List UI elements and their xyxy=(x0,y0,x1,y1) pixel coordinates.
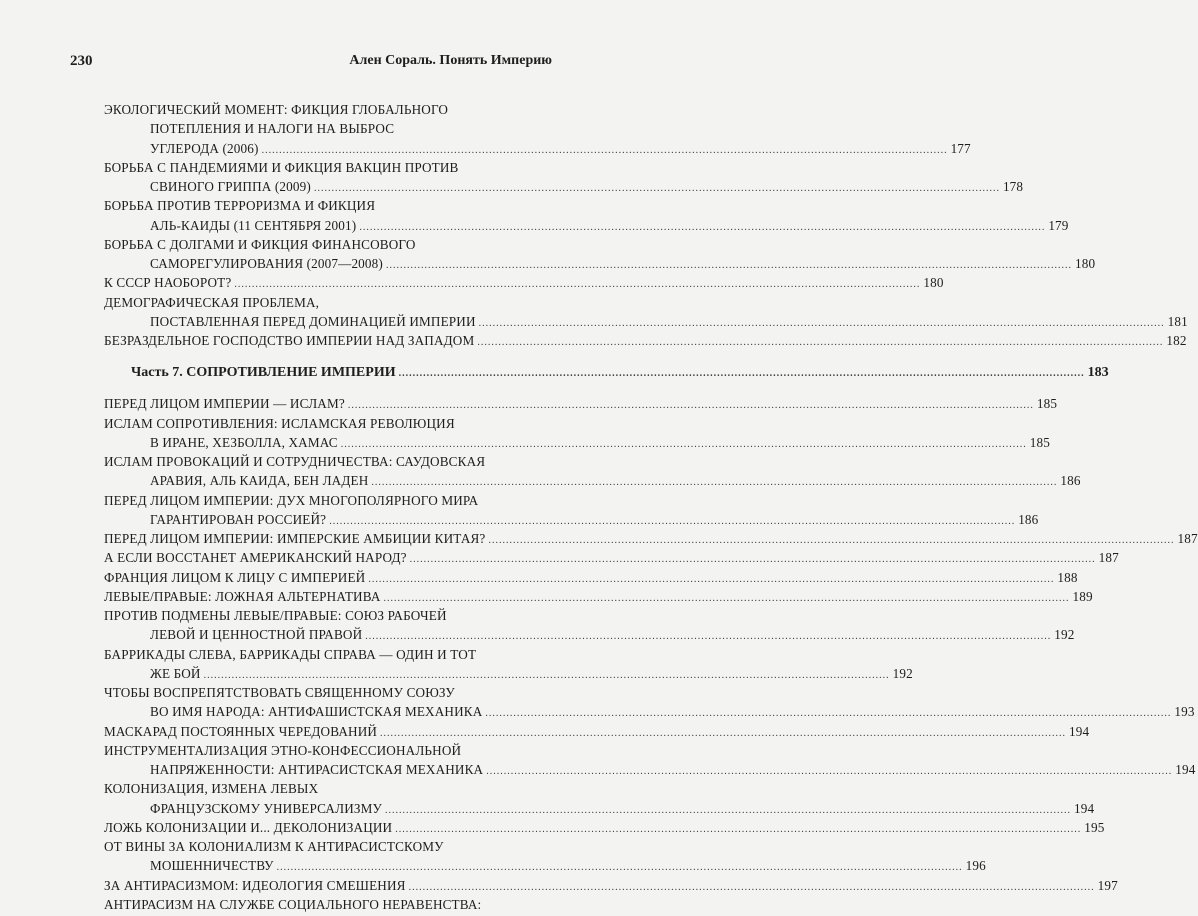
toc-entry-line xyxy=(104,529,1198,548)
toc-entry-line xyxy=(104,216,1069,235)
toc-entry-line xyxy=(104,491,552,510)
toc-entry-line xyxy=(104,394,1058,413)
toc-entry-line xyxy=(104,587,1093,606)
toc-page-number: 185 xyxy=(1029,434,1050,450)
toc-page-number: 186 xyxy=(1060,473,1081,489)
toc-entry-title: БОРЬБА С ПАНДЕМИЯМИ И ФИКЦИЯ ВАКЦИН ПРОТИВ xyxy=(104,159,459,175)
toc-entry-line xyxy=(104,683,552,702)
toc-entry-line xyxy=(104,433,1050,452)
toc-page-number: 182 xyxy=(1166,333,1187,348)
toc-entry-line xyxy=(104,645,552,664)
toc-entry xyxy=(104,587,1093,606)
toc-entry xyxy=(104,414,1050,453)
toc-entry-title: К СССР НАОБОРОТ? xyxy=(104,275,232,291)
toc-entry-line xyxy=(104,100,552,119)
toc-leader-dots xyxy=(359,218,1045,237)
toc-entry-line xyxy=(104,235,552,254)
toc-entry-title: ПЕРЕД ЛИЦОМ ИМПЕРИИ: ИМПЕРСКИЕ АМБИЦИИ КИТАЯ? xyxy=(104,531,486,546)
toc-entry-line xyxy=(104,119,552,138)
toc-entry xyxy=(104,100,971,158)
toc-leader-dots xyxy=(368,570,1054,589)
toc-entry-line xyxy=(104,895,552,914)
toc-entry-line xyxy=(104,254,1096,273)
running-title: Ален Сораль. Понять Империю xyxy=(349,53,552,68)
toc-entry-title: АРАВИЯ, АЛЬ КАИДА, БЕН ЛАДЕН xyxy=(150,473,369,489)
toc-page-number: 180 xyxy=(923,275,944,291)
toc-entry xyxy=(104,722,1090,741)
toc-entry-line xyxy=(104,722,1090,741)
toc-page-number: 197 xyxy=(1097,877,1118,893)
toc-leader-dots xyxy=(409,878,1095,897)
toc-entry-line xyxy=(104,177,1024,196)
toc-entry xyxy=(104,741,1196,780)
toc-entry-line xyxy=(104,510,1039,529)
toc-entry-line xyxy=(104,760,1196,779)
toc-page-number: 192 xyxy=(1054,627,1075,643)
toc-entry-line xyxy=(104,818,1105,837)
page-header xyxy=(70,53,552,73)
toc-entry xyxy=(104,273,944,292)
toc-entry-line xyxy=(104,196,552,215)
toc-part-heading xyxy=(104,350,1109,394)
page-number: 230 xyxy=(70,53,93,69)
toc-entry-line xyxy=(104,452,552,471)
toc-leader-dots xyxy=(399,364,1085,383)
toc-leader-dots xyxy=(479,314,1165,333)
toc-page-number: 187 xyxy=(1098,550,1119,566)
toc-entry xyxy=(104,331,1187,350)
toc-entry xyxy=(104,235,1096,274)
toc-entry-line xyxy=(104,331,1187,350)
toc-entry-title: ЧТОБЫ ВОСПРЕПЯТСТВОВАТЬ СВЯЩЕННОМУ СОЮЗУ xyxy=(104,685,455,700)
toc-entry-line xyxy=(104,779,552,798)
toc-entry-title: ОТ ВИНЫ ЗА КОЛОНИАЛИЗМ К АНТИРАСИСТСКОМУ xyxy=(104,839,444,854)
toc-page-number: 178 xyxy=(1002,179,1024,194)
toc-page-number: 177 xyxy=(950,140,971,156)
toc-entry-title: ЭКОЛОГИЧЕСКИЙ МОМЕНТ: ФИКЦИЯ ГЛОБАЛЬНОГО xyxy=(104,102,449,117)
toc-page-number: 194 xyxy=(1175,762,1196,777)
toc-entry-line xyxy=(104,293,552,312)
toc-page-number: 183 xyxy=(1087,364,1109,380)
toc-entry xyxy=(104,837,986,876)
toc-entry-title: ПЕРЕД ЛИЦОМ ИМПЕРИИ — ИСЛАМ? xyxy=(104,396,345,412)
toc-entry-line xyxy=(104,139,971,158)
toc-entry xyxy=(104,683,1195,722)
toc-entry-title: ЛЕВОЙ И ЦЕННОСТНОЙ ПРАВОЙ xyxy=(150,627,363,643)
toc-entry-title: ПРОТИВ ПОДМЕНЫ ЛЕВЫЕ/ПРАВЫЕ: СОЮЗ РАБОЧЕЙ xyxy=(104,608,447,623)
toc-entry-title: ЗА АНТИРАСИЗМОМ: ИДЕОЛОГИЯ СМЕШЕНИЯ xyxy=(104,877,406,893)
toc-entry-title: МОШЕННИЧЕСТВУ xyxy=(150,858,274,874)
toc-entry-line xyxy=(104,702,1195,721)
toc-entry-line xyxy=(104,158,552,177)
toc-leader-dots xyxy=(410,550,1096,569)
toc-entry-line xyxy=(104,414,552,433)
toc-entry-title: КОЛОНИЗАЦИЯ, ИЗМЕНА ЛЕВЫХ xyxy=(104,781,319,797)
toc-leader-dots xyxy=(488,531,1174,550)
toc-entry-title: АЛЬ-КАИДЫ (11 СЕНТЯБРЯ 2001) xyxy=(150,217,357,233)
table-of-contents xyxy=(104,100,1198,914)
toc-entry-title: БОРЬБА ПРОТИВ ТЕРРОРИЗМА И ФИКЦИЯ xyxy=(104,198,376,214)
toc-page-number: 192 xyxy=(892,665,913,681)
toc-entry xyxy=(104,645,913,684)
toc-entry-line xyxy=(104,363,1109,382)
toc-entry-title: ФРАНЦИЯ ЛИЦОМ К ЛИЦУ С ИМПЕРИЕЙ xyxy=(104,569,366,585)
toc-page-number: 194 xyxy=(1073,800,1095,816)
toc-page-number: 181 xyxy=(1167,313,1188,329)
toc-entry-line xyxy=(104,856,986,875)
toc-entry-line xyxy=(104,273,944,292)
toc-entry-title: Часть 7. СОПРОТИВЛЕНИЕ ИМПЕРИИ xyxy=(131,364,396,380)
toc-leader-dots xyxy=(384,589,1070,608)
toc-entry-title: А ЕСЛИ ВОССТАНЕТ АМЕРИКАНСКИЙ НАРОД? xyxy=(104,550,407,566)
toc-page-number: 193 xyxy=(1174,704,1195,720)
toc-entry-title: ПОСТАВЛЕННАЯ ПЕРЕД ДОМИНАЦИЕЙ ИМПЕРИИ xyxy=(150,313,476,329)
toc-leader-dots xyxy=(386,256,1072,275)
toc-entry-line xyxy=(104,741,552,760)
toc-entry-title: ЖЕ БОЙ xyxy=(150,665,201,681)
toc-entry-line xyxy=(104,837,552,856)
toc-page-number: 179 xyxy=(1048,217,1069,233)
toc-entry xyxy=(104,196,1069,235)
toc-entry-line xyxy=(104,471,1081,490)
toc-entry-line xyxy=(104,799,1095,818)
toc-entry xyxy=(104,491,1039,530)
toc-page-number: 194 xyxy=(1069,723,1090,739)
toc-entry-title: ПОТЕПЛЕНИЯ И НАЛОГИ НА ВЫБРОС xyxy=(150,121,395,137)
toc-entry-title: СВИНОГО ГРИППА (2009) xyxy=(150,179,311,194)
toc-entry-title: ДЕМОГРАФИЧЕСКАЯ ПРОБЛЕМА, xyxy=(104,294,320,310)
toc-page-number: 188 xyxy=(1057,569,1078,585)
toc-entry xyxy=(104,452,1081,491)
toc-entry-title: МАСКАРАД ПОСТОЯННЫХ ЧЕРЕДОВАНИЙ xyxy=(104,723,378,739)
toc-entry-title: ГАРАНТИРОВАН РОССИЕЙ? xyxy=(150,511,327,527)
toc-entry-line xyxy=(104,664,913,683)
toc-entry-title: БОРЬБА С ДОЛГАМИ И ФИКЦИЯ ФИНАНСОВОГО xyxy=(104,236,416,252)
toc-entry-line xyxy=(104,625,1075,644)
toc-entry xyxy=(104,606,1075,645)
toc-entry xyxy=(104,394,1058,413)
toc-entry-title: АНТИРАСИЗМ НА СЛУЖБЕ СОЦИАЛЬНОГО НЕРАВЕНСТВА: xyxy=(104,896,482,912)
toc-entry-title: ФРАНЦУЗСКОМУ УНИВЕРСАЛИЗМУ xyxy=(150,800,382,816)
toc-entry-line xyxy=(104,568,1078,587)
toc-entry xyxy=(104,529,1198,548)
toc-entry xyxy=(104,818,1105,837)
toc-leader-dots xyxy=(486,762,1172,781)
toc-page-number: 180 xyxy=(1074,256,1096,271)
toc-entry xyxy=(104,548,1119,567)
toc-entry-title: В ИРАНЕ, ХЕЗБОЛЛА, ХАМАС xyxy=(150,434,338,450)
toc-entry-line xyxy=(104,548,1119,567)
toc-leader-dots xyxy=(477,333,1163,352)
toc-leader-dots xyxy=(395,820,1081,839)
toc-page-number: 196 xyxy=(965,858,986,874)
toc-entry xyxy=(104,779,1095,818)
toc-entry-title: ПЕРЕД ЛИЦОМ ИМПЕРИИ: ДУХ МНОГОПОЛЯРНОГО МИРА xyxy=(104,492,479,508)
toc-entry-title: ЛЕВЫЕ/ПРАВЫЕ: ЛОЖНАЯ АЛЬТЕРНАТИВА xyxy=(104,588,381,604)
toc-page-number: 195 xyxy=(1084,819,1105,835)
toc-leader-dots xyxy=(385,801,1071,820)
toc-page-number: 187 xyxy=(1177,531,1198,546)
toc-leader-dots xyxy=(380,724,1066,743)
toc-entry xyxy=(104,158,1024,197)
toc-entry-title: ЛОЖЬ КОЛОНИЗАЦИИ И... ДЕКОЛОНИЗАЦИИ xyxy=(104,819,393,835)
toc-entry-line xyxy=(104,606,552,625)
toc-leader-dots xyxy=(234,275,920,294)
toc-entry-title: НАПРЯЖЕННОСТИ: АНТИРАСИСТСКАЯ МЕХАНИКА xyxy=(150,762,484,777)
toc-entry xyxy=(104,876,1118,895)
toc-page-number: 189 xyxy=(1072,588,1093,604)
toc-entry-title: САМОРЕГУЛИРОВАНИЯ (2007—2008) xyxy=(150,256,383,271)
toc-entry xyxy=(104,568,1078,587)
toc-entry-title: ВО ИМЯ НАРОДА: АНТИФАШИСТСКАЯ МЕХАНИКА xyxy=(150,704,483,720)
toc-leader-dots xyxy=(314,179,1000,198)
toc-entry-title: УГЛЕРОДА (2006) xyxy=(150,140,259,156)
toc-entry-line xyxy=(104,312,1188,331)
toc-entry-title: ИНСТРУМЕНТАЛИЗАЦИЯ ЭТНО-КОНФЕССИОНАЛЬНОЙ xyxy=(104,742,462,758)
toc-entry-title: ИСЛАМ СОПРОТИВЛЕНИЯ: ИСЛАМСКАЯ РЕВОЛЮЦИЯ xyxy=(104,415,455,431)
toc-entry xyxy=(104,293,1188,332)
toc-entry-title: БЕЗРАЗДЕЛЬНОЕ ГОСПОДСТВО ИМПЕРИИ НАД ЗАПАДОМ xyxy=(104,333,475,348)
toc-page-number: 185 xyxy=(1036,396,1058,412)
toc-entry-title: БАРРИКАДЫ СЛЕВА, БАРРИКАДЫ СПРАВА — ОДИН И ТОТ xyxy=(104,646,477,662)
toc-page-number: 186 xyxy=(1018,511,1039,527)
toc-entry xyxy=(104,895,552,914)
toc-entry-title: ИСЛАМ ПРОВОКАЦИЙ И СОТРУДНИЧЕСТВА: САУДОВСКАЯ xyxy=(104,454,486,469)
toc-entry-line xyxy=(104,876,1118,895)
